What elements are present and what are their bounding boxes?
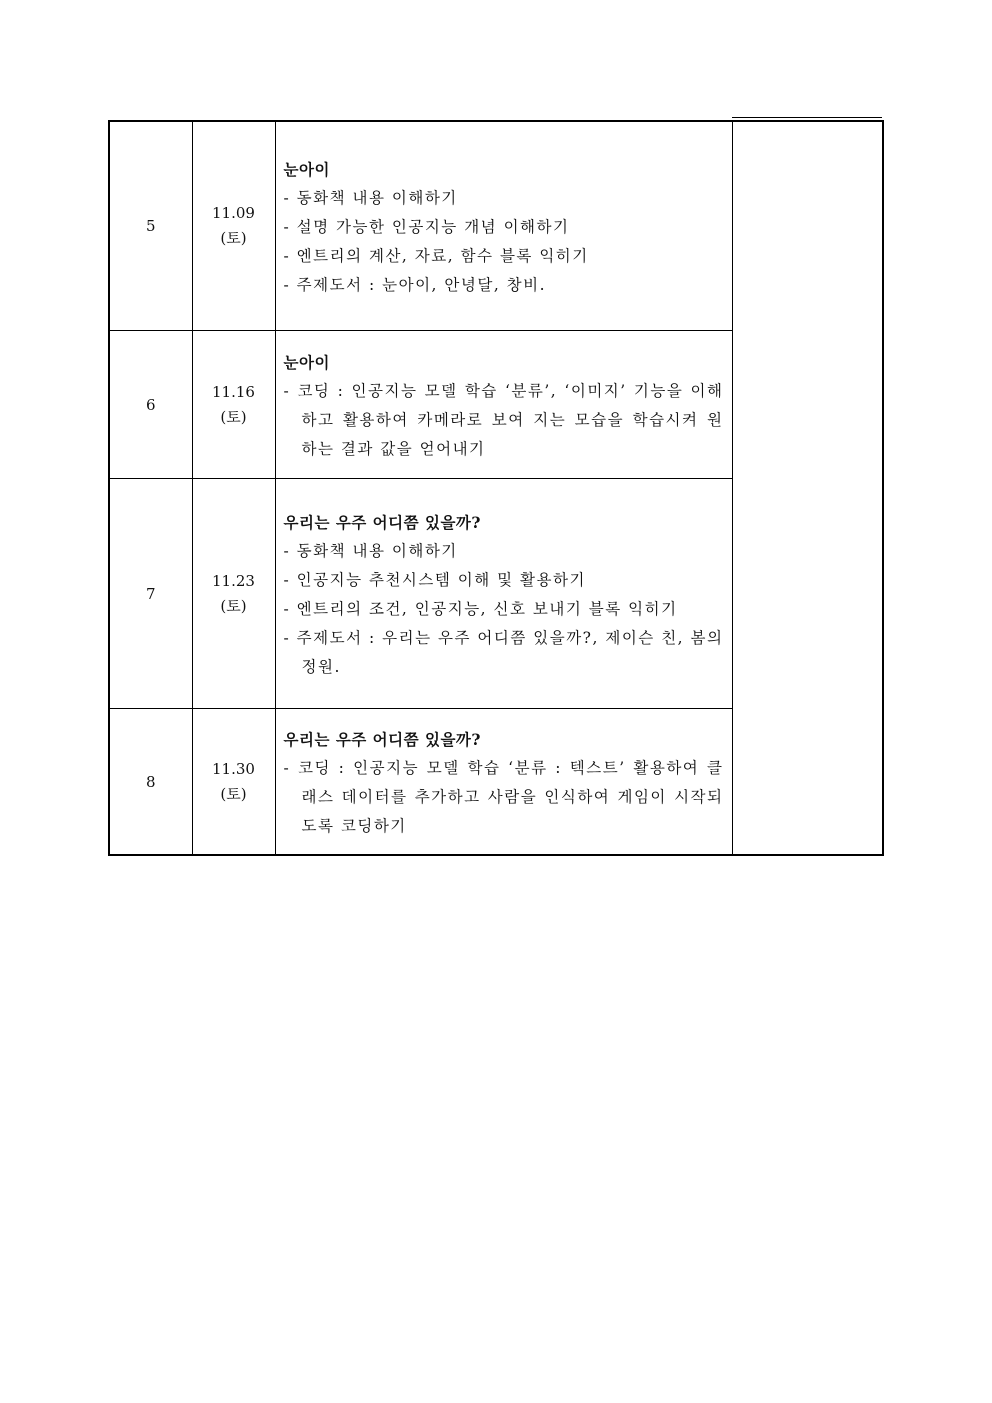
session-content <box>275 331 732 479</box>
session-title: 우리는 우주 어디쯤 있을까? <box>283 729 481 749</box>
content-item: - 코딩 : 인공지능 모델 학습 ‘분류 : 텍스트’ 활용하여 클래스 데이터를 추가하고 사람을 인식하여 게임이 시작되도록 코딩하기 <box>283 758 724 835</box>
session-content <box>275 121 732 331</box>
session-date: 11.30 <box>212 759 255 778</box>
content-item: - 엔트리의 계산, 자료, 함수 블록 익히기 <box>283 246 589 265</box>
session-day: (토) <box>220 229 247 247</box>
session-day: (토) <box>220 596 247 615</box>
session-title: 눈아이 <box>283 352 330 372</box>
session-date-cell <box>192 479 275 709</box>
session-day: (토) <box>220 784 247 803</box>
session-title: 눈아이 <box>283 159 330 179</box>
session-number: 6 <box>109 331 192 479</box>
session-number: 5 <box>109 121 192 331</box>
session-content <box>275 709 732 856</box>
session-date-cell <box>192 121 275 331</box>
table-row <box>109 121 883 331</box>
note-cell <box>732 121 883 855</box>
session-number: 8 <box>109 709 192 856</box>
content-item: - 코딩 : 인공지능 모델 학습 ‘분류’, ‘이미지’ 기능을 이해하고 활용하여 카메라로 보여 지는 모습을 학습시켜 원하는 결과 값을 얻어내기 <box>283 381 724 458</box>
session-day: (토) <box>220 407 247 426</box>
table-top-rule <box>732 117 882 118</box>
session-content <box>275 479 732 709</box>
session-title: 우리는 우주 어디쯤 있을까? <box>283 512 481 532</box>
session-date: 11.23 <box>212 571 255 590</box>
content-item: - 설명 가능한 인공지능 개념 이해하기 <box>283 217 570 236</box>
content-item: - 주제도서 : 눈아이, 안녕달, 창비. <box>283 275 547 294</box>
content-item: - 동화책 내용 이해하기 <box>283 541 458 560</box>
session-date: 11.09 <box>212 204 255 222</box>
content-item: - 동화책 내용 이해하기 <box>283 188 458 207</box>
session-date-cell <box>192 709 275 856</box>
session-number: 7 <box>109 479 192 709</box>
content-item: - 주제도서 : 우리는 우주 어디쯤 있을까?, 제이슨 친, 봄의정원. <box>283 628 724 676</box>
content-item: - 엔트리의 조건, 인공지능, 신호 보내기 블록 익히기 <box>283 599 678 618</box>
schedule-table <box>108 120 884 856</box>
content-item: - 인공지능 추천시스템 이해 및 활용하기 <box>283 570 586 589</box>
session-date: 11.16 <box>212 382 255 401</box>
session-date-cell <box>192 331 275 479</box>
